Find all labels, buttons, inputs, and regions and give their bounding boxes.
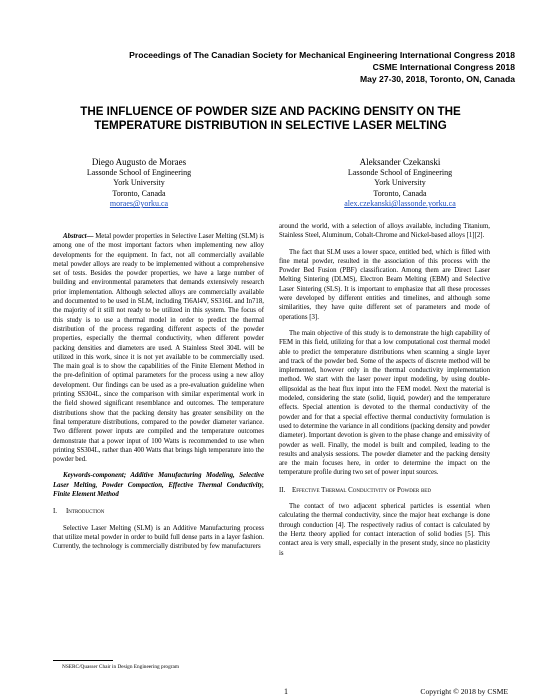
abstract-text: Metal powder properties in Selective Laser Melting (SLM) is among one of the most important factors when implementing new alloy developments for the equipment. In fact, not all commercially available metal powder alloys are ready to be implemented without a comprehensive set of tests. Besides the powder properties, we have a large number of building and environmental parameters that demands extensively research prior implementation. Although selected alloys are commercially available and documented to be used in SLM, including Ti6Al4V, SS316L and In718, the majority of it still not ready to be utilized in this system. The focus of this study is to use a thermal model in order to predict the thermal distribution of the process regarding different aspects of the powder properties, especially the thermal conductivity, when different powder packing densities and diameters are used. A Stainless Steel 304L will be utilized in this work, since it is not yet available to be commercially used. The main goal is to show the capabilities of the Finite Element Method in the pre-definition of optimal parameters for the process using a new alloy development. Our findings can be used as a pre-evaluation guideline when printing SS304L, since the comparison with similar experimental work in the field showed significant resemblance and outcomes. The temperature distributions show that the packing density has greater sensibility on the final temperature distributions, compared to the powder diameter variance. Two different power inputs are compiled and the temperature outcomes demonstrate that a power input of 100 Watts is recommended to use when printing SS304L, rather than 400 Watts that brings high temperature into the powder bed. [53, 233, 264, 464]
author-department: Lassonde School of Engineering [86, 168, 192, 177]
congress-date: May 27-30, 2018, Toronto, ON, Canada [359, 74, 515, 84]
author-university: York University [113, 178, 165, 188]
author-block-2 [300, 156, 500, 210]
section-number: II. [279, 486, 286, 494]
section-title: Introduction [66, 508, 105, 516]
section-heading-thermal-conductivity [279, 486, 490, 495]
author-department: Lassonde School of Engineering [347, 168, 453, 177]
paper-title [40, 105, 501, 133]
author-name: Aleksander Czekanski [359, 157, 441, 167]
body-paragraph: The main objective of this study is to demonstrate the high capability of FEM in this field, utilizing for that a low computational cost thermal model able to predict the temperature distributions when scanning a single layer and track of the powder bed. Some of the aspects of discrete method will be implemented, however only in the thermal conductivity implementation method. We start with the laser power input modeling, by using double-ellipsoidal as the heat flux input into the FEM model. Next the material is modeled, considering the state (solid, liquid, powder) and the temperature effects. Special attention is devoted to the thermal conductivity of the powder and for that a special effective thermal conductivity formulation is used to determine the variance in all conditions (packing density and powder diameter). Important devotion is given to the phase change and emissivity of powder as well. Finally, the model is built and compiled, leading to the results and analysis sessions. The powder diameter and the packing density are the main focuses here, in order to determine the impact on the temperature profile during two set of power input sources. [279, 329, 490, 477]
author-email-link[interactable]: alex.czekanski@lassonde.yorku.ca [344, 199, 456, 209]
paper-title-line-2: TEMPERATURE DISTRIBUTION IN SELECTIVE LASER MELTING [94, 119, 447, 132]
section-title: Effective Thermal Conductivity of Powder bed [292, 486, 431, 494]
keywords-paragraph: Keywords-component; Additive Manufacturing Modeling, Selective Laser Melting, Powder Compaction, Effective Thermal Conductivity, Finite Element Method [53, 472, 264, 499]
author-city: Toronto, Canada [373, 188, 427, 198]
section-number: I. [53, 508, 58, 516]
right-column [279, 222, 490, 558]
proceedings-header: Proceedings of The Canadian Society for Mechanical Engineering International Congress 2018 [129, 50, 515, 60]
abstract-paragraph [53, 232, 264, 464]
congress-name: CSME International Congress 2018 [372, 62, 515, 72]
section-heading-introduction [53, 507, 264, 516]
footnote: NSERC/Quasser Chair in Design Engineering program [62, 664, 179, 670]
left-column [53, 232, 264, 552]
footnote-divider [53, 660, 113, 661]
author-name: Diego Augusto de Moraes [91, 157, 187, 167]
paper-title-line-1: THE INFLUENCE OF POWDER SIZE AND PACKING DENSITY ON THE [80, 105, 461, 118]
body-paragraph: Selective Laser Melting (SLM) is an Additive Manufacturing process that utilize metal powder in order to build full dense parts in a layer fashion. Currently, the technology is commercially distributed by few manufacturers [53, 524, 264, 551]
copyright-notice: Copyright © 2018 by CSME [420, 687, 508, 696]
author-city: Toronto, Canada [112, 188, 166, 198]
body-paragraph: The contact of two adjacent spherical particles is essential when calculating the thermal conductivity, since the major heat exchange is done through conduction [4]. The respectively radius of contact is calculated by the Hertz theory applied for contact interaction of solid bodies [5]. This contact area is very small, especially in the present study, since no plasticity is [279, 503, 490, 557]
author-email-link[interactable]: moraes@yorku.ca [109, 199, 169, 209]
author-university: York University [374, 178, 426, 188]
author-block-1 [39, 156, 239, 210]
body-paragraph: The fact that SLM uses a lower space, entitled bed, which is filled with fine metal powder, resulted in the association of this process with the Powder Bed Fusion (PBF) classification. Among them are Direct Laser Melting Sintering (DLMS), Electron Beam Melting (EBM) and Selective Laser Sintering (SLS). It is important to emphasize that all these processes were developed by different entities and timelines, and although some similarities, they have quite different set of parameters and mode of operations [3]. [279, 248, 490, 321]
body-paragraph: around the world, with a selection of alloys available, including Titanium, Stainless Steel, Aluminum, Cobalt-Chrome and Nickel-based alloys [1][2]. [279, 223, 490, 240]
page-number: 1 [284, 687, 288, 696]
abstract-label: Abstract— [63, 233, 94, 240]
